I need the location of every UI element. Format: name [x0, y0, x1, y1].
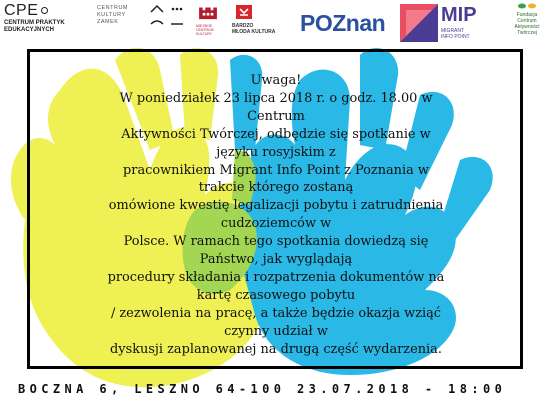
notice-line: Aktywności Twórczej, odbędzie się spotkanie w [121, 126, 431, 142]
notice-line: czynny udział w [224, 323, 328, 339]
fundacja-logo [504, 2, 550, 36]
notice-line: cudzoziemców w [220, 216, 332, 232]
notice-line: języku rosyjskim z [216, 144, 336, 160]
castle-icon [198, 4, 218, 20]
bmk-line1: BARDZO [232, 23, 254, 29]
mck-line3: KULTURY [196, 32, 213, 36]
notice-line: pracownikiem Migrant Info Point z Poznania w [123, 162, 429, 178]
notice-line: trakcie którego zostaną [198, 180, 354, 196]
cpe-sub-line1: CENTRUM PRAKTYK [4, 20, 65, 26]
mip-line1: MIGRANT [441, 28, 465, 34]
notice-line: W poniedziałek 23 lipca 2018 r. o godz. 18.00 w [119, 90, 433, 106]
notice-text [28, 72, 524, 359]
ckz-line3: ZAMEK [97, 19, 119, 25]
bmk-line2: MŁODA KULTURA [232, 29, 276, 35]
notice-line: Uwaga! [250, 73, 302, 88]
fundacja-line2: Centrum [517, 18, 537, 24]
mip-sub [441, 28, 501, 40]
ckz-logo [97, 5, 128, 26]
mck-line2: CENTRUM [196, 28, 214, 32]
notice-line: Państwo, jak wyglądają [199, 252, 353, 268]
mck-line1: MIEJSKIE [196, 24, 212, 28]
bmk-logo [232, 4, 282, 35]
mck-logo [196, 4, 222, 36]
bmk-mark-icon [236, 5, 252, 19]
address-date-footer: BOCZNA 6, LESZNO 64-100 23.07.2018 - 18:00 [18, 382, 507, 396]
notice-line: Centrum [247, 108, 305, 124]
mip-line2: INFO POINT [441, 34, 470, 40]
fundacja-line3: Aktywności [514, 24, 540, 30]
fundacja-line1: Fundacja [516, 12, 538, 18]
ckz-line2: KULTURY [97, 12, 126, 18]
notice-line: omówione kwestię legalizacji pobytu i zatrudnienia [108, 198, 444, 214]
cpe-logo [4, 2, 65, 34]
poznan-text: POZnan [300, 10, 386, 36]
cpe-name: CPE [4, 2, 39, 19]
notice-line: kartę czasowego pobytu [196, 287, 356, 303]
notice-line: dyskusji zaplanowanej na drugą część wydarzenia. [110, 341, 442, 357]
mip-mark-icon [400, 4, 438, 42]
notice-line: / zezwolenia na pracę, a także będzie okazja wziąć [110, 305, 442, 321]
ckz-mark-icon [147, 2, 187, 32]
mip-logo [400, 4, 477, 46]
cpe-sub-line2: EDUKACYJNYCH [4, 27, 55, 33]
fundacja-line4: Twórczej [517, 30, 537, 36]
mip-name: MIP [441, 4, 477, 26]
leaf-icon [517, 2, 537, 10]
logo-bar [0, 0, 550, 48]
notice-line: Polsce. W ramach tego spotkania dowiedzą się [123, 234, 429, 250]
poznan-logo [300, 10, 385, 37]
ring-icon [41, 7, 48, 14]
ckz-line1: CENTRUM [97, 5, 128, 11]
notice-line: procedury składania i rozpatrzenia dokumentów na [107, 269, 445, 285]
